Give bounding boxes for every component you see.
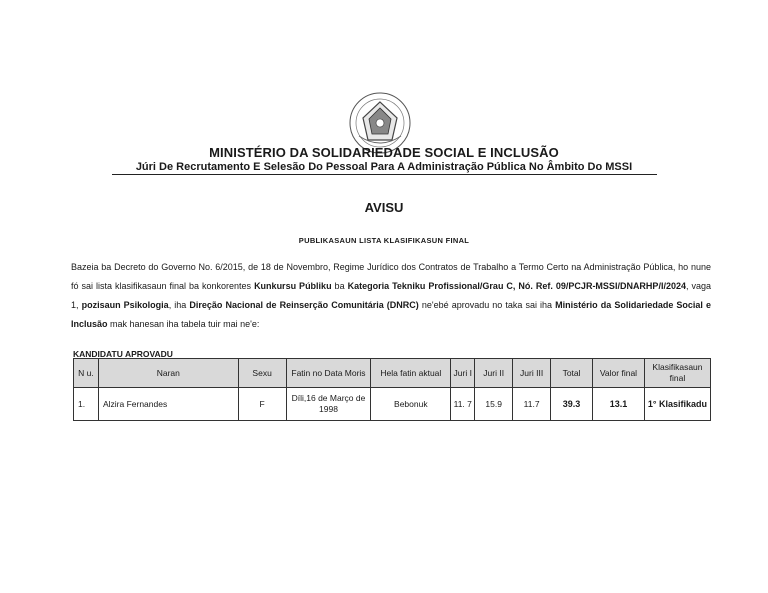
header-valor-final: Valor final	[593, 359, 645, 388]
cell-naran: Alzira Fernandes	[98, 388, 238, 421]
paragraph-text: , iha	[168, 300, 190, 310]
jury-subtitle-text: Júri De Recrutamento E Selesão Do Pessoal Para A Administração Pública No Âmbito Do MSSI	[135, 161, 633, 173]
table-row	[74, 388, 711, 421]
cell-juri-1: 11. 7	[451, 388, 475, 421]
paragraph-bold: Direção Nacional de Reinserção Comunitária (DNRC)	[189, 300, 419, 310]
notice-paragraph	[71, 258, 711, 334]
header-klasifikasaun: Klasifikasaun final	[644, 359, 710, 388]
cell-juri-3: 11.7	[513, 388, 551, 421]
cell-nu: 1.	[74, 388, 99, 421]
header-sexu: Sexu	[238, 359, 286, 388]
ministry-title: MINISTÉRIO DA SOLIDARIEDADE SOCIAL E INCLUSÃO	[209, 145, 559, 160]
table-caption: KANDIDATU APROVADU	[73, 349, 173, 359]
header-divider	[112, 174, 657, 175]
paragraph-bold: Kunkursu Públiku	[254, 281, 332, 291]
header-juri-2: Juri II	[475, 359, 513, 388]
cell-fatin-data: Díli,16 de Março de 1998	[286, 388, 371, 421]
notice-subtitle: PUBLIKASAUN LISTA KLASIFIKASUN FINAL	[298, 236, 470, 245]
cell-juri-2: 15.9	[475, 388, 513, 421]
cell-sexu: F	[238, 388, 286, 421]
cell-valor-final: 13.1	[593, 388, 645, 421]
header-fatin-data: Fatin no Data Moris	[286, 359, 371, 388]
header-total: Total	[551, 359, 593, 388]
header-hela-fatin: Hela fatin aktual	[371, 359, 451, 388]
notice-title: AVISU	[364, 200, 404, 215]
cell-total: 39.3	[551, 388, 593, 421]
paragraph-bold: Ministério da Solidariedade Social e Inclusão	[71, 300, 712, 329]
jury-subtitle	[0, 161, 768, 175]
paragraph-text: Bazeia ba Decreto do Governo No. 6/2015, de 18 de Novembro, Regime Jurídico dos Contratos de Trabalho a Termo Certo na Administração Pública, ho nune fó sai lista klasifikasaun final ba konkorentes	[71, 262, 711, 291]
header-nu: N u.	[74, 359, 99, 388]
header-juri-3: Juri III	[513, 359, 551, 388]
cell-hela-fatin: Bebonuk	[371, 388, 451, 421]
paragraph-text: ba	[331, 281, 348, 291]
paragraph-text: ne'ebé aprovadu no taka sai iha	[418, 300, 556, 310]
results-table	[73, 358, 711, 421]
cell-klasifikasaun: 1° Klasifikadu	[644, 388, 710, 421]
paragraph-text: , vaga 1,	[71, 281, 711, 310]
paragraph-bold: Kategoria Tekniku Profissional/Grau C, Nó. Ref. 09/PCJR-MSSI/DNARHP/I/2024	[347, 281, 686, 291]
header-naran: Naran	[98, 359, 238, 388]
header-juri-1: Juri I	[451, 359, 475, 388]
paragraph-text: mak hanesan iha tabela tuir mai ne'e:	[107, 319, 260, 329]
table-header-row	[74, 359, 711, 388]
paragraph-bold: pozisaun Psikologia	[81, 300, 169, 310]
